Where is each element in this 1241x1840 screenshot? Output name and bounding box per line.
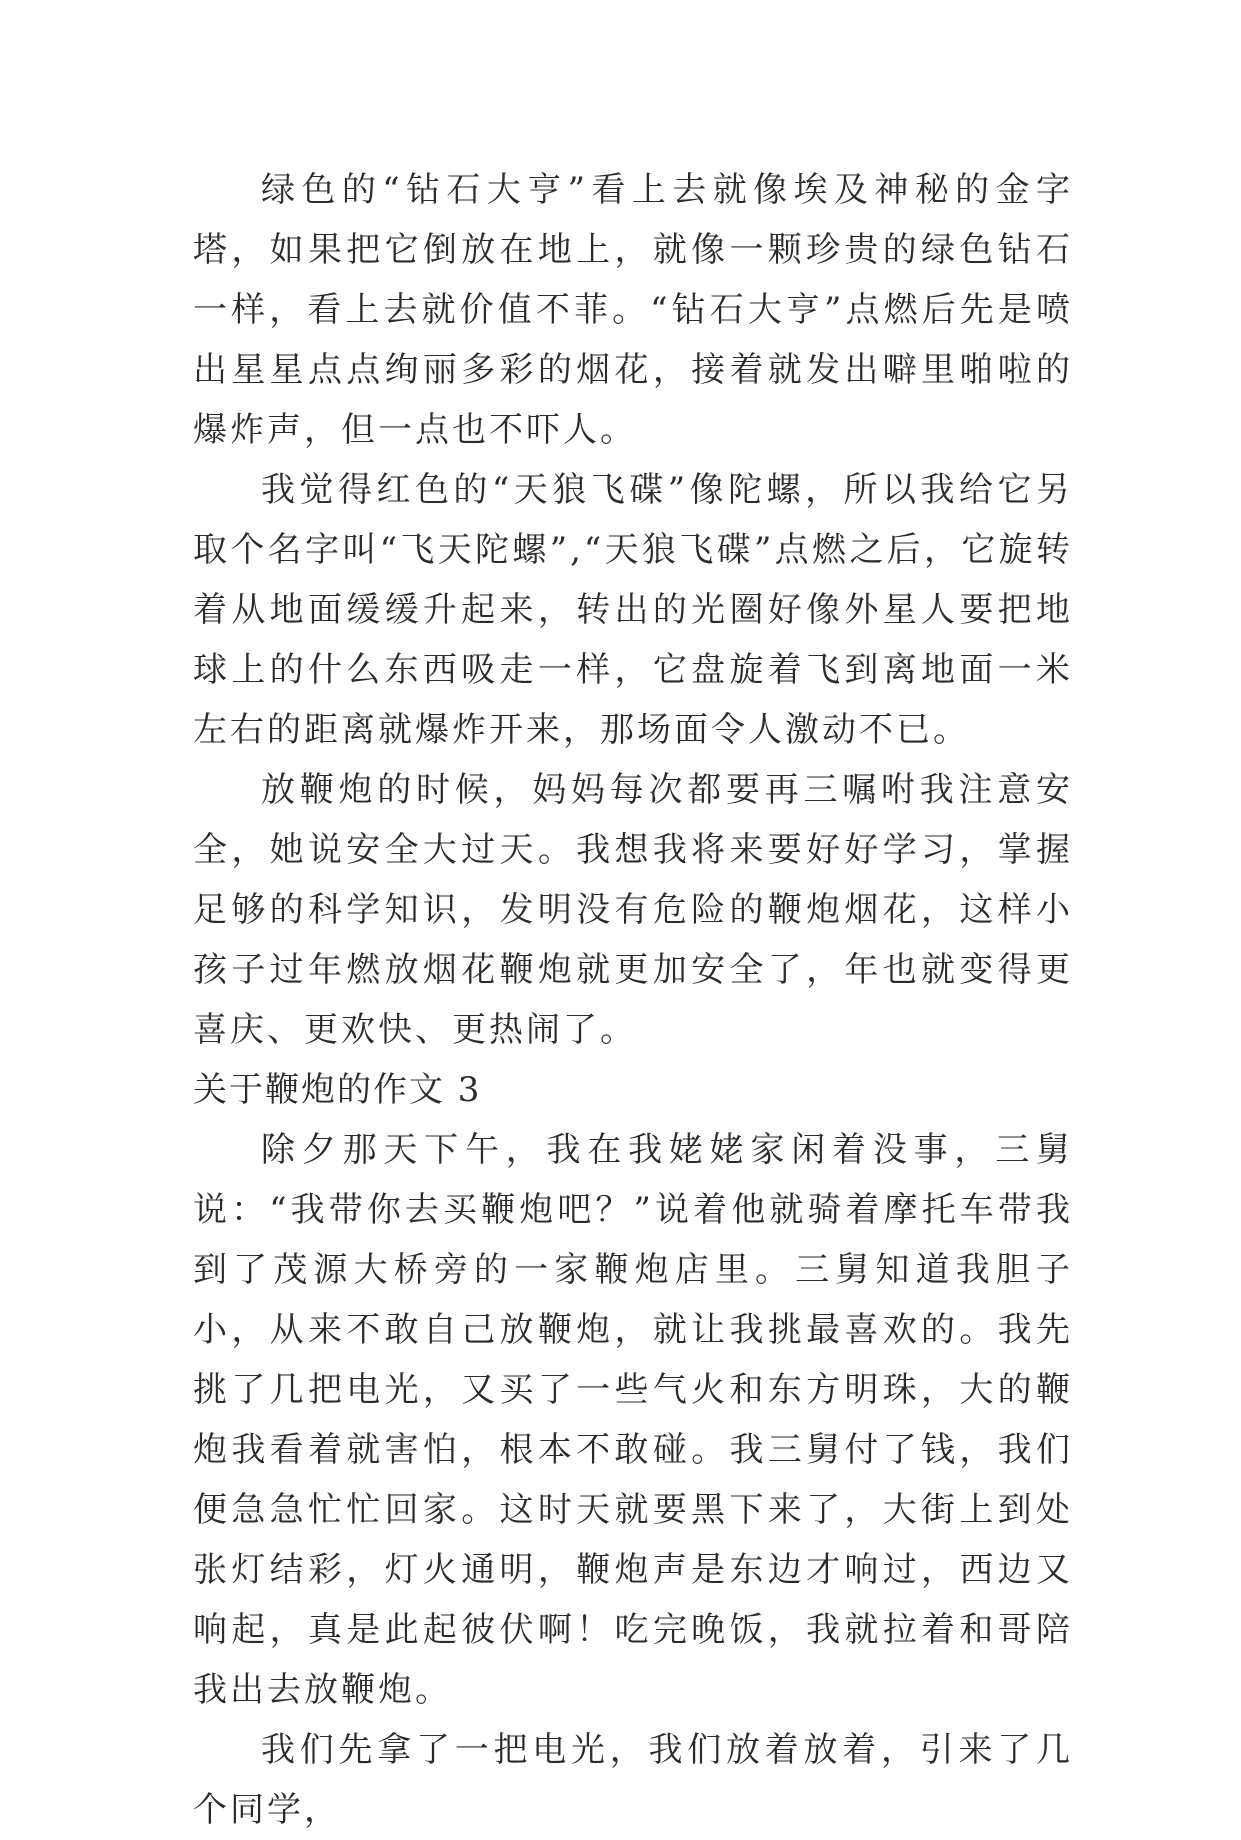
essay-heading: 关于鞭炮的作文 3 bbox=[193, 1070, 482, 1110]
paragraph-sparklers: 我们先拿了一把电光，我们放着放着，引来了几个同学， bbox=[193, 1730, 1073, 1830]
paragraph-sirius-ufo: 我觉得红色的“天狼飞碟”像陀螺，所以我给它另取个名字叫“飞天陀螺”,“天狼飞碟”点燃之后，它旋转着从地面缓缓升起来，转出的光圈好像外星人要把地球上的什么东西吸走一样，它盘旋着飞到离地面一米左右的距离就爆炸开来，那场面令人激动不已。 bbox=[193, 470, 1073, 750]
paragraph-diamond-tycoon: 绿色的“钻石大亨”看上去就像埃及神秘的金字塔，如果把它倒放在地上，就像一颗珍贵的绿色钻石一样，看上去就价值不菲。“钻石大亨”点燃后先是喷出星星点点绚丽多彩的烟花，接着就发出噼里啪啦的爆炸声，但一点也不吓人。 bbox=[193, 170, 1073, 450]
paragraph-new-year-eve: 除夕那天下午，我在我姥姥家闲着没事，三舅说：“我带你去买鞭炮吧？”说着他就骑着摩托车带我到了茂源大桥旁的一家鞭炮店里。三舅知道我胆子小，从来不敢自己放鞭炮，就让我挑最喜欢的。我先挑了几把电光，又买了一些气火和东方明珠，大的鞭炮我看着就害怕，根本不敢碰。我三舅付了钱，我们便急急忙忙回家。这时天就要黑下来了，大街上到处张灯结彩，灯火通明，鞭炮声是东边才响过，西边又响起，真是此起彼伏啊！吃完晚饭，我就拉着和哥陪我出去放鞭炮。 bbox=[193, 1130, 1073, 1710]
paragraph-safety: 放鞭炮的时候，妈妈每次都要再三嘱咐我注意安全，她说安全大过天。我想我将来要好好学习，掌握足够的科学知识，发明没有危险的鞭炮烟花，这样小孩子过年燃放烟花鞭炮就更加安全了，年也就变得更喜庆、更欢快、更热闹了。 bbox=[193, 770, 1073, 1050]
document-body bbox=[193, 160, 1073, 1840]
